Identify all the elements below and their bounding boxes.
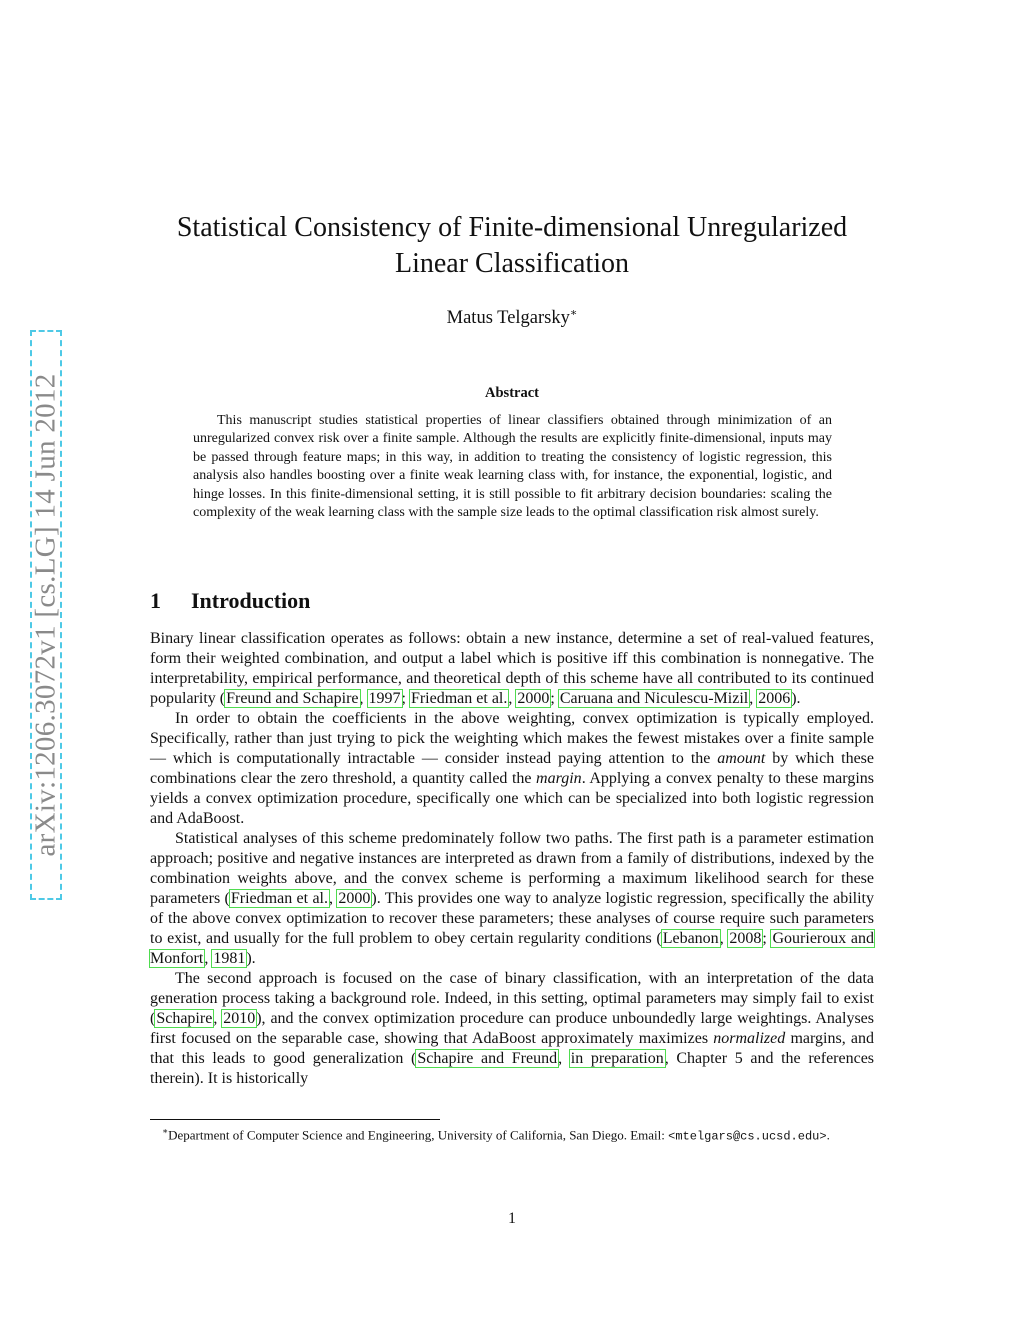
paragraph-3: Statistical analyses of this scheme predominately follow two paths. The first path is a parameter estimation approach; positive and negative instances are interpreted as drawn from a family of distributions, indexed by the combination weights above, and the convex scheme is performing a maximum likelihood search for these parameters (Friedman et al., 2000). This provides one way to analyze logistic regression, specifically the ability of the above convex optimization to recover these parameters; these analyses of course require such parameters to exist, and usually for the full problem to obey certain regularity conditions (Lebanon, 2008; Gourieroux and Monfort, 1981).: [150, 830, 875, 967]
abstract-text: This manuscript studies statistical properties of linear classifiers obtained through minimization of an unregularized convex risk over a finite sample. Although the results are explicitly finite-dimensional, inputs may be passed through feature maps; in this way, in addition to treating the consistency of logistic regression, this analysis also handles boosting over a finite weak learning class with, for instance, the exponential, logistic, and hinge losses. In this finite-dimensional setting, it is still possible to fit arbitrary decision boundaries: scaling the complexity of the weak learning class with the sample size leads to the optimal classification risk almost surely.: [193, 413, 832, 521]
abstract-heading: Abstract: [485, 385, 539, 401]
section-title: Introduction: [191, 588, 311, 613]
author-line: [150, 306, 874, 329]
paragraph-text: ). This provides one way to analyze logistic regression, specifically the ability of the above convex optimization to recover these parameters; these analyses of course require such parameters to exist, and usually for the full problem to obey certain regularity conditions (: [150, 890, 874, 947]
footnote-text: Department of Computer Science and Engineering, University of California, San Diego. Email:: [168, 1127, 669, 1143]
title-line-1: Statistical Consistency of Finite-dimensional Unregularized: [176, 212, 848, 243]
paragraph-4: The second approach is focused on the case of binary classification, with an interpretation of the data generation process taking a background role. Indeed, in this setting, optimal parameters may simply fail to exist (Schapire, 2010), and the convex optimization procedure can produce unboundedly large weightings. Analyses first focused on the separable case, showing that AdaBoost approximately maximizes normalized margins, and that this leads to good generalization (Schapire and Freund, in preparation, Chapter 5 and the references therein). It is historically: [150, 970, 875, 1087]
paragraph-1: Binary linear classification operates as follows: obtain a new instance, determine a set of real-valued features, form their weighted combination, and output a label which is positive iff this combination is nonnegative. The interpretability, empirical performance, and theoretical depth of this scheme have all contributed to its continued popularity (Freund and Schapire, 1997; Friedman et al., 2000; Caruana and Niculescu-Mizil, 2006).: [150, 630, 874, 707]
body-text: [150, 629, 874, 1089]
citation-link[interactable]: Caruana and Niculescu-Mizil: [559, 690, 749, 707]
author-footnote-mark: ∗: [569, 307, 578, 319]
citation-year-link[interactable]: 1997: [368, 690, 401, 707]
footnote-end: .: [826, 1127, 830, 1143]
citation-year-link[interactable]: 2000: [338, 890, 371, 907]
paragraph-text: by which these combinations clear the zero threshold, a quantity called the: [150, 750, 874, 787]
section-number: 1: [150, 588, 161, 613]
paragraph-text: Binary linear classification operates as follows: obtain a new instance, determine a set of real-valued features, form their weighted combination, and output a label which is positive iff this combination is nonnegative. The interpretability, empirical performance, and theoretical depth of this scheme have all contributed to its continued popularity (: [150, 630, 874, 707]
citation-link[interactable]: Schapire: [156, 1010, 213, 1027]
emphasis-text: amount: [717, 750, 766, 767]
citation-year-link[interactable]: 1981: [213, 950, 246, 967]
footnote: [150, 1123, 874, 1144]
citation-link[interactable]: Gourieroux and Monfort: [150, 930, 875, 967]
emphasis-text: normalized: [713, 1030, 786, 1047]
citation-year-link[interactable]: 2000: [517, 690, 550, 707]
footnote-mark: ∗: [162, 1126, 169, 1136]
citation-year-link[interactable]: 2010: [223, 1010, 256, 1027]
paragraph-text: Statistical analyses of this scheme predominately follow two paths. The first path is a parameter estimation approach; positive and negative instances are interpreted as drawn from a family of distributions, indexed by the combination weights above, and the convex scheme is performing a maximum likelihood search for these parameters (: [150, 830, 874, 907]
author-name: Matus Telgarsky: [446, 308, 570, 329]
paper-title: [150, 210, 874, 282]
paragraph-text: The second approach is focused on the case of binary classification, with an interpretation of the data generation process taking a background role. Indeed, in this setting, optimal parameters may simply fail to exist (: [150, 970, 874, 1027]
citation-link[interactable]: Friedman et al.: [410, 690, 508, 707]
footnote-email[interactable]: <mtelgars@cs.ucsd.edu>: [668, 1129, 827, 1144]
emphasis-text: margin: [536, 770, 582, 787]
paragraph-text: ).: [791, 690, 801, 707]
citation-year-link[interactable]: 2008: [729, 930, 762, 947]
arxiv-stamp: [30, 330, 62, 900]
citation-link[interactable]: Friedman et al.: [230, 890, 329, 907]
paragraph-2: [150, 709, 874, 829]
paragraph-text: ), and the convex optimization procedure can produce unboundedly large weightings. Analyses first focused on the separable case, showing that AdaBoost approximately maximizes: [150, 1010, 875, 1047]
citation-link[interactable]: Schapire and Freund: [417, 1050, 558, 1067]
page-number: 1: [508, 1210, 516, 1227]
citation-year-link[interactable]: in preparation: [570, 1050, 664, 1067]
paragraph-text: ).: [246, 950, 256, 967]
paragraph-text: . Applying a convex penalty to these margins yields a convex optimization procedure, specifically one which can be specialized into both logistic regression and AdaBoost.: [150, 770, 874, 827]
title-line-2: Linear Classification: [394, 248, 630, 279]
paragraph-text: In order to obtain the coefficients in the above weighting, convex optimization is typically employed. Specifically, rather than just trying to pick the weighting which makes the fewest mistakes over a finite sample — which is computationally intractable — consider instead paying attention to the: [150, 710, 874, 767]
section-heading: [150, 588, 310, 614]
citation-link[interactable]: Freund and Schapire: [226, 690, 359, 707]
arxiv-identifier: arXiv:1206.3072v1 [cs.LG] 14 Jun 2012: [29, 373, 62, 857]
paragraph-text: margins, and that this leads to good generalization (: [150, 1030, 875, 1067]
footnote-rule: [150, 1119, 440, 1120]
citation-link[interactable]: Lebanon: [662, 930, 719, 947]
citation-year-link[interactable]: 2006: [758, 690, 791, 707]
paragraph-text: , Chapter 5 and the references therein). It is historically: [150, 1050, 875, 1087]
